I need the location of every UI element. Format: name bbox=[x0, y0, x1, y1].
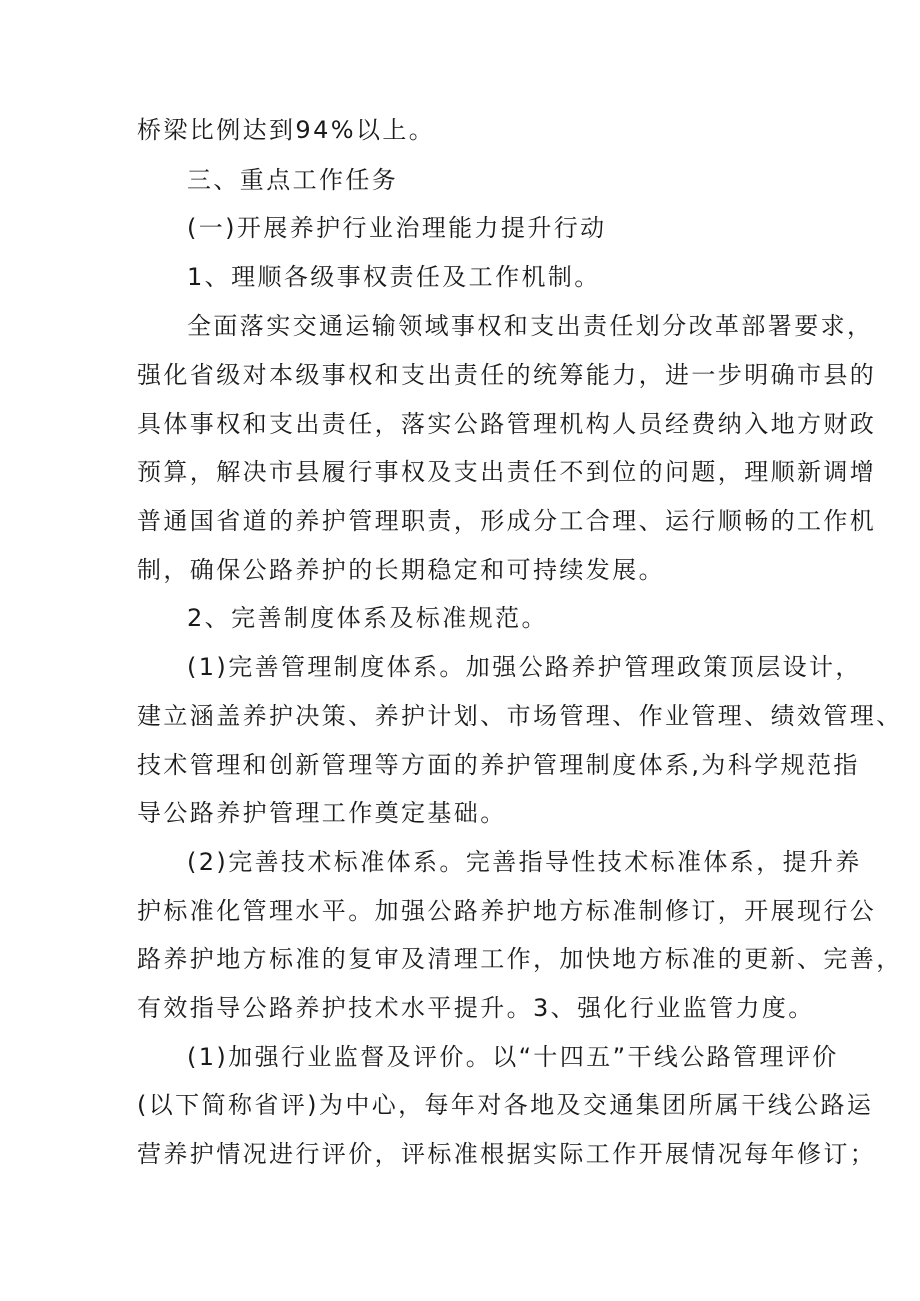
paragraph-line: 导公路养护管理工作奠定基础。 bbox=[137, 799, 507, 827]
paragraph-line: 普通国省道的养护管理职责，形成分工合理、运行顺畅的工作机 bbox=[137, 507, 877, 535]
paragraph-line: 桥梁比例达到94%以上。 bbox=[137, 116, 436, 144]
paragraph-line: 全面落实交通运输领域事权和支出责任划分改革部署要求， bbox=[187, 312, 874, 340]
section-heading: 三、重点工作任务 bbox=[187, 166, 399, 194]
paragraph-line: (1)加强行业监督及评价。以“十四五”干线公路管理评价 bbox=[187, 1043, 839, 1071]
subsection-heading: (一)开展养护行业治理能力提升行动 bbox=[187, 214, 607, 242]
paragraph-line: 有效指导公路养护技术水平提升。3、强化行业监管力度。 bbox=[137, 994, 815, 1022]
paragraph-line: 护标准化管理水平。加强公路养护地方标准制修订，开展现行公 bbox=[137, 897, 877, 925]
paragraph-line: 制，确保公路养护的长期稳定和可持续发展。 bbox=[137, 556, 665, 584]
paragraph-line: 预算，解决市县履行事权及支出责任不到位的问题，理顺新调增 bbox=[137, 458, 877, 486]
paragraph-line: (以下简称省评)为中心，每年对各地及交通集团所属干线公路运 bbox=[137, 1091, 874, 1119]
item-heading: 1、理顺各级事权责任及工作机制。 bbox=[187, 263, 601, 291]
paragraph-line: 营养护情况进行评价，评标准根据实际工作开展情况每年修订； bbox=[137, 1140, 877, 1168]
paragraph-line: 技术管理和创新管理等方面的养护管理制度体系,为科学规范指 bbox=[137, 751, 860, 779]
paragraph-line: 具体事权和支出责任，落实公路管理机构人员经费纳入地方财政 bbox=[137, 410, 877, 438]
paragraph-line: 强化省级对本级事权和支出责任的统筹能力，进一步明确市县的 bbox=[137, 361, 877, 389]
paragraph-line: 路养护地方标准的复审及清理工作，加快地方标准的更新、完善， bbox=[137, 945, 903, 973]
paragraph-line: 建立涵盖养护决策、养护计划、市场管理、作业管理、绩效管理、 bbox=[137, 702, 903, 730]
paragraph-line: (1)完善管理制度体系。加强公路养护管理政策顶层设计， bbox=[187, 653, 862, 681]
item-heading: 2、完善制度体系及标准规范。 bbox=[187, 604, 548, 632]
paragraph-line: (2)完善技术标准体系。完善指导性技术标准体系，提升养 bbox=[187, 848, 862, 876]
